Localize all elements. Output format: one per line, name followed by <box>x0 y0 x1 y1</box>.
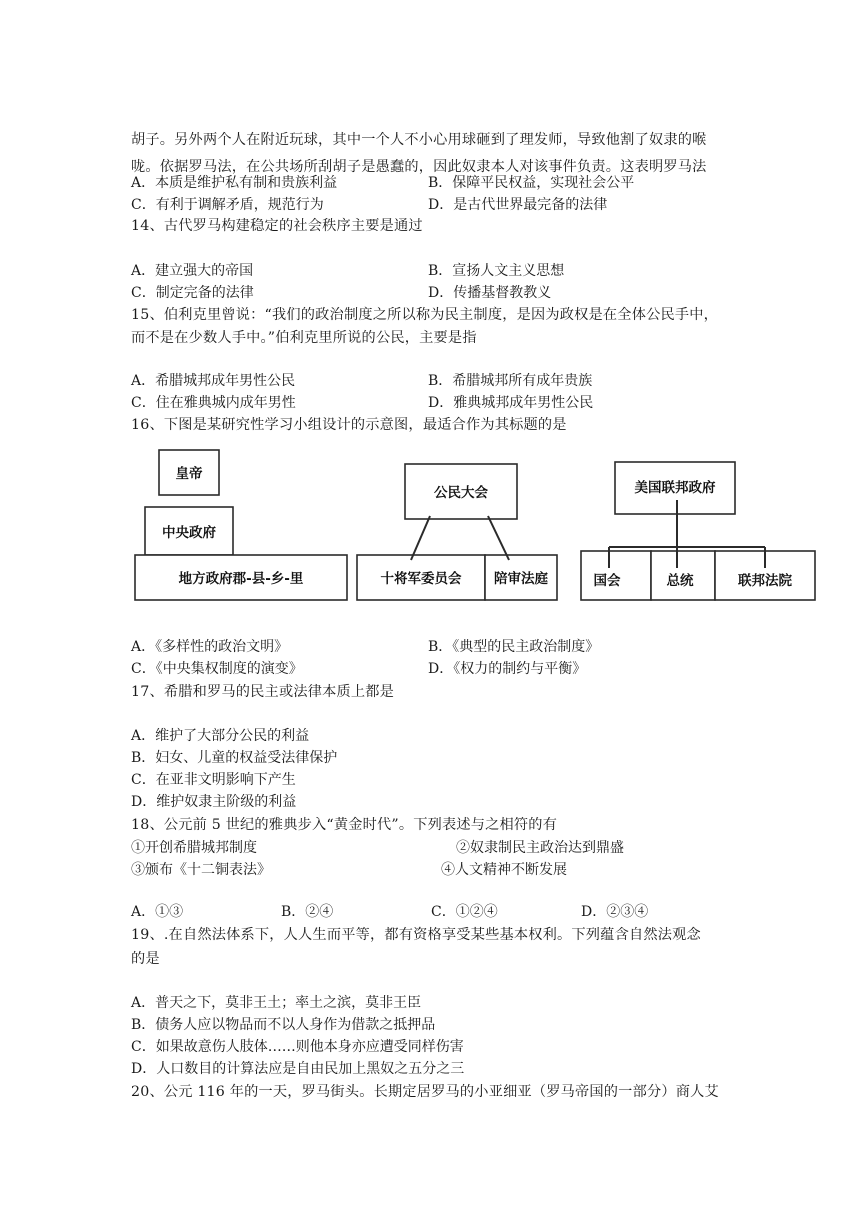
q17-option-a: A．维护了大部分公民的利益 <box>131 728 310 744</box>
q13-option-d: D．是古代世界最完备的法律 <box>428 197 608 213</box>
q14-stem: 14、古代罗马构建稳定的社会秩序主要是通过 <box>131 218 423 234</box>
q13-stem-line-1: 胡子。另外两个人在附近玩球，其中一个人不小心用球砸到了理发师，导致他割了奴隶的喉 <box>131 132 707 148</box>
label-jury-court: 陪审法庭 <box>494 571 548 587</box>
q19-option-b: B．债务人应以物品而不以人身作为借款之抵押品 <box>131 1017 436 1033</box>
q17-option-d: D．维护奴隶主阶级的利益 <box>131 794 297 810</box>
q17-stem: 17、希腊和罗马的民主或法律本质上都是 <box>131 684 395 700</box>
q18-item-1: ①开创希腊城邦制度 <box>131 840 257 856</box>
q14-option-c: C．制定完备的法律 <box>131 285 254 301</box>
q18-stem: 18、公元前 5 世纪的雅典步入“黄金时代”。下列表述与之相符的有 <box>131 817 558 833</box>
q19-option-a: A．普天之下，莫非王土；率土之滨，莫非王臣 <box>131 995 422 1011</box>
label-emperor: 皇帝 <box>175 466 203 482</box>
q16-option-b: B．《典型的民主政治制度》 <box>428 639 600 655</box>
label-central-government: 中央政府 <box>162 525 216 541</box>
q17-option-b: B．妇女、儿童的权益受法律保护 <box>131 750 338 766</box>
diagram-group-centralized <box>135 450 347 600</box>
q13-option-b: B．保障平民权益，实现社会公平 <box>428 175 635 191</box>
q14-option-d: D．传播基督教教义 <box>428 285 552 301</box>
q15-option-a: A．希腊城邦成年男性公民 <box>131 373 296 389</box>
q19-option-c: C．如果故意伤人肢体……则他本身亦应遭受同样伤害 <box>131 1039 464 1055</box>
q20-stem: 20、公元 116 年的一天，罗马街头。长期定居罗马的小亚细亚（罗马帝国的一部分）商人艾 <box>131 1084 719 1100</box>
q14-option-b: B．宣扬人文主义思想 <box>428 263 565 279</box>
q13-option-c: C．有利于调解矛盾，规范行为 <box>131 197 324 213</box>
q19-stem-line-1: 19、.在自然法体系下，人人生而平等，都有资格享受某些基本权利。下列蕴含自然法观念 <box>131 927 701 943</box>
q18-option-a: A．①③ <box>131 904 184 920</box>
connector-assembly-generals <box>411 516 430 560</box>
q17-option-c: C．在亚非文明影响下产生 <box>131 772 296 788</box>
label-citizens-assembly: 公民大会 <box>434 485 488 501</box>
q18-item-3: ③颁布《十二铜表法》 <box>131 862 271 878</box>
q16-option-d: D．《权力的制约与平衡》 <box>428 661 587 677</box>
connector-assembly-court <box>488 516 509 560</box>
label-ten-generals: 十将军委员会 <box>380 571 462 587</box>
q18-item-4: ④人文精神不断发展 <box>441 862 567 878</box>
q15-stem-line-1: 15、伯利克里曾说：“我们的政治制度之所以称为民主制度，是因为政权是在全体公民手中， <box>131 307 719 323</box>
q19-stem-line-2: 的是 <box>131 951 160 967</box>
diagram-group-us-federal <box>581 462 815 600</box>
label-us-federal-government: 美国联邦政府 <box>634 480 716 496</box>
q16-stem: 16、下图是某研究性学习小组设计的示意图，最适合作为其标题的是 <box>131 417 567 433</box>
q15-option-b: B．希腊城邦所有成年贵族 <box>428 373 593 389</box>
label-congress: 国会 <box>593 573 621 589</box>
q13-stem-line-2: 咙。依据罗马法，在公共场所刮胡子是愚蠢的，因此奴隶本人对该事件负责。这表明罗马法 <box>131 159 707 175</box>
label-federal-court: 联邦法院 <box>738 573 792 589</box>
q15-stem-line-2: 而不是在少数人手中。”伯利克里所说的公民，主要是指 <box>131 330 477 346</box>
q16-diagram <box>131 444 821 606</box>
diagram-group-athens <box>357 464 557 600</box>
q14-option-a: A．建立强大的帝国 <box>131 263 254 279</box>
q18-option-b: B．②④ <box>281 904 334 920</box>
q19-option-d: D．人口数目的计算法应是自由民加上黑奴之五分之三 <box>131 1061 465 1077</box>
q16-option-a: A．《多样性的政治文明》 <box>131 639 289 655</box>
q18-option-d: D．②③④ <box>581 904 649 920</box>
q13-option-a: A．本质是维护私有制和贵族利益 <box>131 175 338 191</box>
q15-option-c: C．住在雅典城内成年男性 <box>131 395 296 411</box>
label-local-government: 地方政府郡-县-乡-里 <box>178 571 304 587</box>
q18-option-c: C．①②④ <box>431 904 498 920</box>
q16-option-c: C．《中央集权制度的演变》 <box>131 661 303 677</box>
q15-option-d: D．雅典城邦成年男性公民 <box>428 395 594 411</box>
label-president: 总统 <box>666 573 694 589</box>
q18-item-2: ②奴隶制民主政治达到鼎盛 <box>456 840 624 856</box>
